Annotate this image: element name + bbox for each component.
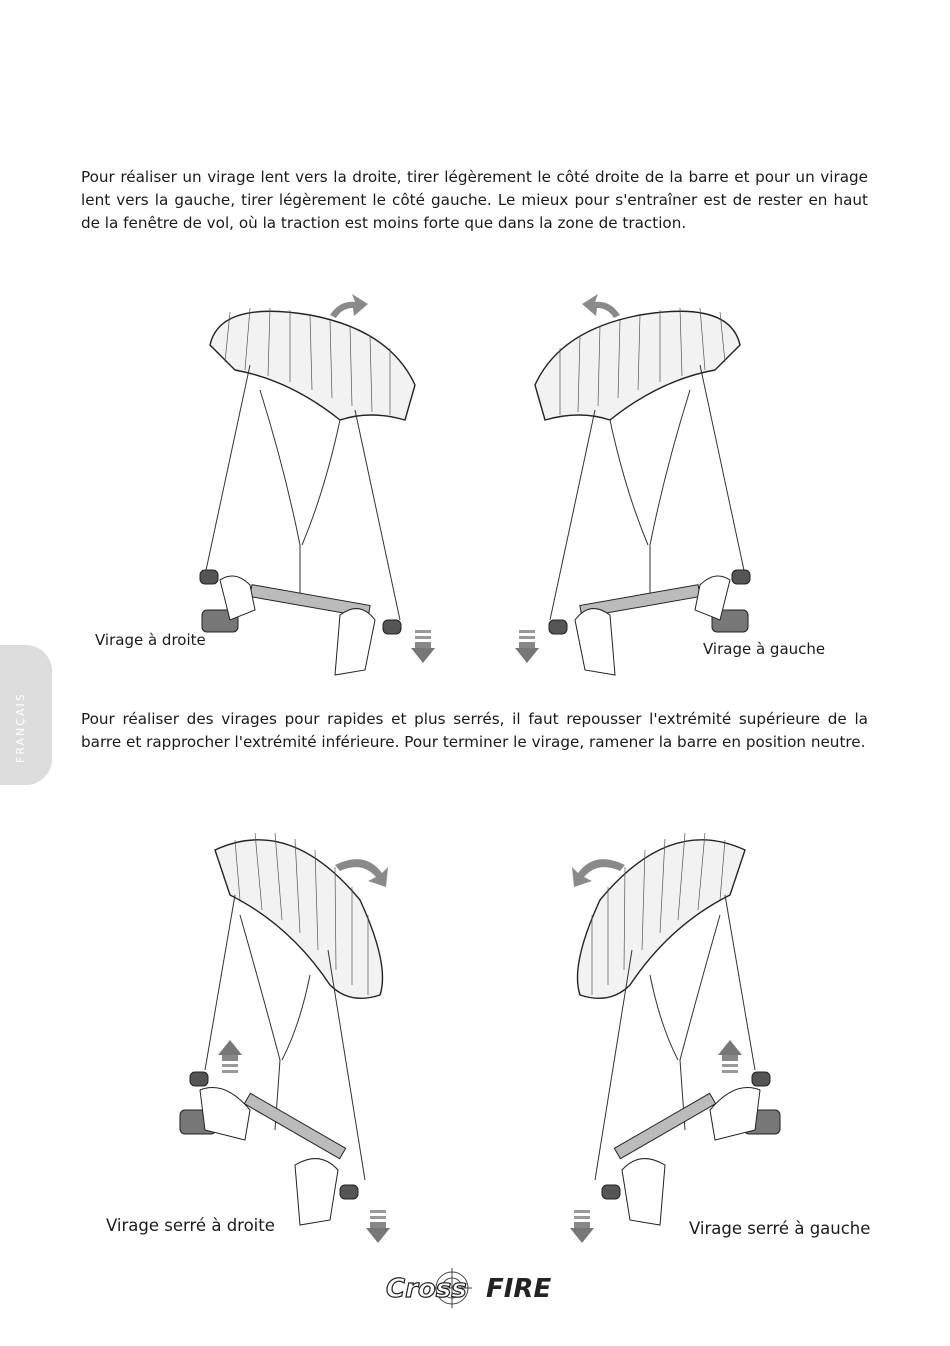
figure-tight-turn-right <box>180 825 410 1255</box>
language-side-tab <box>0 645 52 785</box>
pull-up-arrow-icon <box>718 1040 742 1073</box>
pull-down-arrow-icon <box>411 630 435 663</box>
kite-illustration <box>535 308 740 420</box>
rotation-arrow-icon <box>330 294 368 318</box>
tight-turn-paragraph: Pour réaliser des virages pour rapides et plus serrés, il faut repousser l'extrémité supérieure de la barre et rapprocher l'extrémité inférieure. Pour terminer le virage, ramener la barre en position neutre. <box>81 710 868 751</box>
hands-on-bar <box>602 1072 780 1225</box>
hands-on-bar <box>180 1072 358 1225</box>
caption-tight-turn-right: Virage serré à droite <box>106 1216 275 1235</box>
caption-turn-left: Virage à gauche <box>703 640 826 658</box>
figure-tight-turn-left <box>550 825 780 1255</box>
rotation-arrow-icon <box>582 294 620 318</box>
intro-paragraph: Pour réaliser un virage lent vers la droite, tirer légèrement le côté droite de la barre et pour un virage lent vers la gauche, tirer légèrement le côté gauche. Le mieux pour s'entraîner est de rester en haut de la fenêtre de vol, où la traction est moins forte que dans la zone de traction. <box>81 168 868 232</box>
caption-turn-right: Virage à droite <box>95 631 206 649</box>
logo-text-cross: Cross <box>386 1274 467 1304</box>
pull-down-arrow-icon <box>570 1210 594 1243</box>
logo-text-fire: FIRE <box>486 1274 552 1304</box>
language-label: FRANÇAIS <box>14 692 27 763</box>
pull-down-arrow-icon <box>366 1210 390 1243</box>
crossfire-logo <box>384 1268 574 1308</box>
pull-down-arrow-icon <box>515 630 539 663</box>
kite-illustration <box>210 308 415 420</box>
caption-tight-turn-left: Virage serré à gauche <box>689 1219 871 1238</box>
figure-turn-left <box>500 290 760 680</box>
pull-up-arrow-icon <box>218 1040 242 1073</box>
figure-turn-right <box>190 290 450 680</box>
